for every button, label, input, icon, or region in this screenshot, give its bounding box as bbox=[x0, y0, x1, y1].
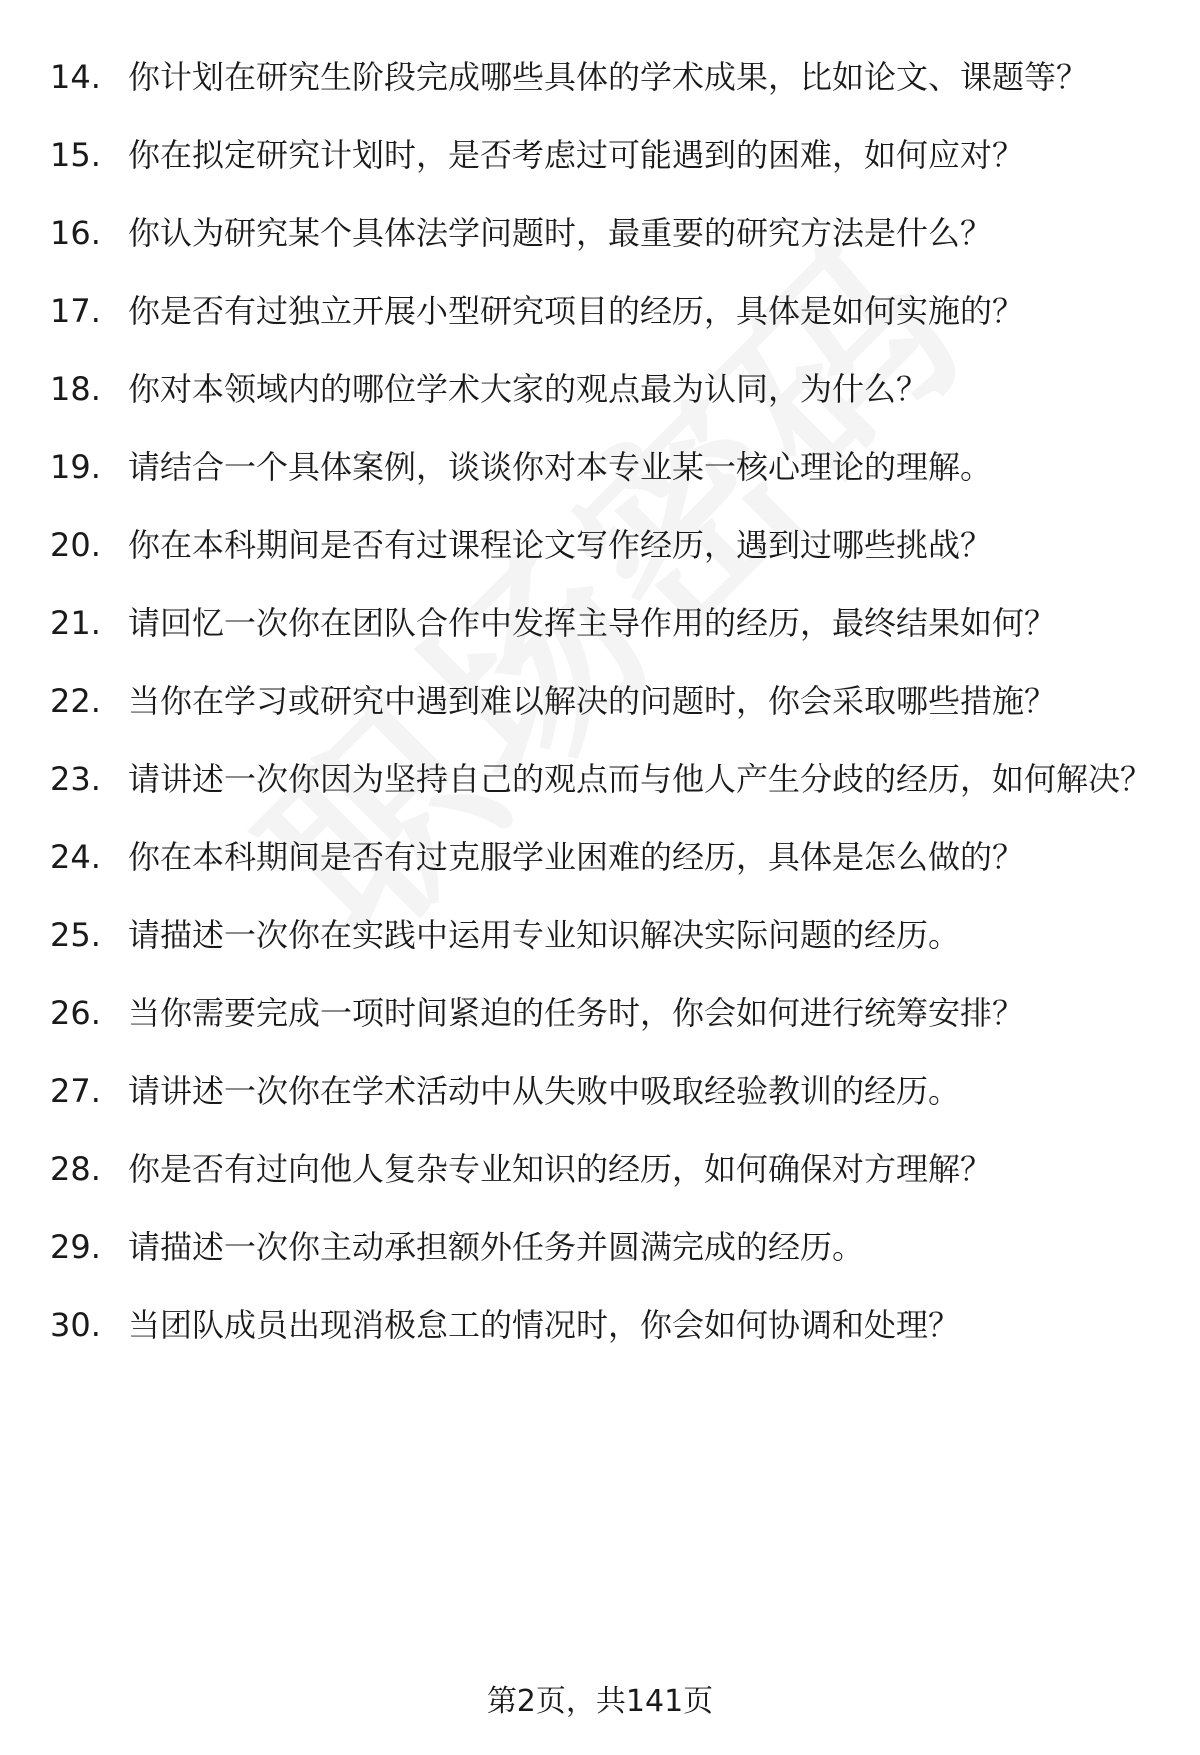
question-item bbox=[50, 991, 1160, 1035]
question-list bbox=[50, 55, 1160, 1381]
question-text: 当你需要完成一项时间紧迫的任务时，你会如何进行统筹安排？ bbox=[128, 994, 1025, 1032]
question-number: 21. bbox=[50, 604, 101, 642]
question-text: 请结合一个具体案例，谈谈你对本专业某一核心理论的理解。 bbox=[128, 448, 993, 486]
question-number: 17. bbox=[50, 292, 101, 330]
question-number: 19. bbox=[50, 448, 101, 486]
question-item bbox=[50, 523, 1160, 567]
question-item bbox=[50, 445, 1160, 489]
question-number: 24. bbox=[50, 838, 101, 876]
question-item bbox=[50, 1225, 1160, 1269]
question-number: 15. bbox=[50, 136, 101, 174]
question-text: 你是否有过向他人复杂专业知识的经历，如何确保对方理解？ bbox=[128, 1150, 993, 1188]
page-footer bbox=[0, 1682, 1200, 1722]
question-number: 23. bbox=[50, 760, 101, 798]
question-number: 27. bbox=[50, 1072, 101, 1110]
question-text: 请描述一次你主动承担额外任务并圆满完成的经历。 bbox=[128, 1228, 865, 1266]
question-number: 14. bbox=[50, 58, 101, 96]
question-text: 你在拟定研究计划时，是否考虑过可能遇到的困难，如何应对？ bbox=[128, 136, 1025, 174]
question-item bbox=[50, 601, 1160, 645]
question-item bbox=[50, 133, 1160, 177]
question-number: 25. bbox=[50, 916, 101, 954]
question-number: 28. bbox=[50, 1150, 101, 1188]
question-item bbox=[50, 211, 1160, 255]
question-text: 当团队成员出现消极怠工的情况时，你会如何协调和处理？ bbox=[128, 1306, 961, 1344]
question-item bbox=[50, 1303, 1160, 1347]
question-number: 30. bbox=[50, 1306, 101, 1344]
question-text: 请讲述一次你在学术活动中从失败中吸取经验教训的经历。 bbox=[128, 1072, 961, 1110]
question-item bbox=[50, 757, 1160, 801]
question-item bbox=[50, 679, 1160, 723]
question-number: 22. bbox=[50, 682, 101, 720]
question-text: 你计划在研究生阶段完成哪些具体的学术成果，比如论文、课题等？ bbox=[128, 58, 1089, 96]
question-item bbox=[50, 835, 1160, 879]
question-number: 20. bbox=[50, 526, 101, 564]
question-text: 你是否有过独立开展小型研究项目的经历，具体是如何实施的？ bbox=[128, 292, 1025, 330]
question-text: 你对本领域内的哪位学术大家的观点最为认同，为什么？ bbox=[128, 370, 929, 408]
question-text: 请讲述一次你因为坚持自己的观点而与他人产生分歧的经历，如何解决？ bbox=[128, 760, 1153, 798]
question-item bbox=[50, 289, 1160, 333]
question-text: 你认为研究某个具体法学问题时，最重要的研究方法是什么？ bbox=[128, 214, 993, 252]
question-text: 你在本科期间是否有过克服学业困难的经历，具体是怎么做的？ bbox=[128, 838, 1025, 876]
question-text: 你在本科期间是否有过课程论文写作经历，遇到过哪些挑战？ bbox=[128, 526, 993, 564]
question-text: 请描述一次你在实践中运用专业知识解决实际问题的经历。 bbox=[128, 916, 961, 954]
question-number: 18. bbox=[50, 370, 101, 408]
question-number: 29. bbox=[50, 1228, 101, 1266]
question-item bbox=[50, 1069, 1160, 1113]
question-item bbox=[50, 367, 1160, 411]
question-item bbox=[50, 55, 1160, 99]
page-number-label: 第2页，共141页 bbox=[486, 1684, 714, 1719]
question-item bbox=[50, 913, 1160, 957]
question-item bbox=[50, 1147, 1160, 1191]
question-number: 26. bbox=[50, 994, 101, 1032]
question-text: 当你在学习或研究中遇到难以解决的问题时，你会采取哪些措施？ bbox=[128, 682, 1057, 720]
question-number: 16. bbox=[50, 214, 101, 252]
question-text: 请回忆一次你在团队合作中发挥主导作用的经历，最终结果如何？ bbox=[128, 604, 1057, 642]
